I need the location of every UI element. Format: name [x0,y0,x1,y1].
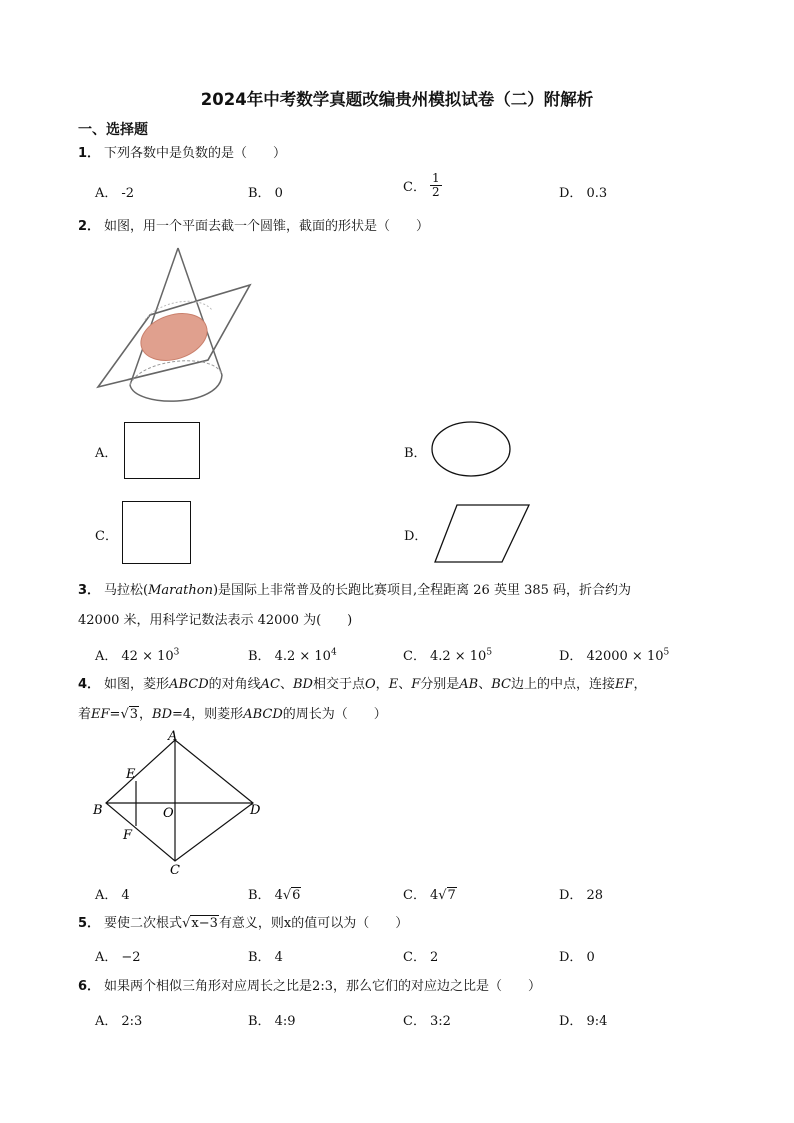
cone-section-figure [90,240,260,410]
q6-option-b[interactable]: B． 4:9 [248,1014,296,1029]
q6-option-c[interactable]: C． 3:2 [403,1014,451,1029]
q3-option-b[interactable]: B． $4.2 \times 10^4$ [248,647,337,664]
label-o: O [163,806,174,821]
ellipse-shape [430,420,514,480]
question-number: 5． [78,916,101,931]
q6-option-a[interactable]: A． 2:3 [95,1014,143,1029]
q2-option-b[interactable]: B． [404,446,427,461]
question-number: 1． [78,146,101,161]
square-shape [122,501,191,564]
question-4-line-2: 着EF=√3，BD=4，则菱形ABCD的周长为（ ） [78,707,387,722]
question-3-line-1: 3． 马拉松(Marathon)是国际上非常普及的长跑比赛项目,全程距离 26 英里 385 码，折合约为 [78,583,632,598]
question-3-line-2: 42000 米，用科学记数法表示 42000 为( ) [78,613,353,628]
parallelogram-shape [430,502,532,566]
question-number: 3． [78,583,101,598]
q4-option-b[interactable]: B． 4√6 [248,888,301,903]
q5-option-c[interactable]: C． 2 [403,950,439,965]
question-number: 2． [78,219,101,234]
question-stem: 如果两个相似三角形对应周长之比是2:3，那么它们的对应边之比是（ ） [104,979,541,994]
label-a: A [168,729,178,744]
label-b: B [93,803,103,818]
q2-option-a[interactable]: A． [95,446,118,461]
q3-option-c[interactable]: C． $4.2 \times 10^5$ [403,647,493,664]
q6-option-d[interactable]: D． 9:4 [559,1014,608,1029]
q1-option-c[interactable]: C． $\frac{1}{2}$ [403,171,440,199]
rectangle-shape [124,422,200,479]
q5-option-a[interactable]: A． −2 [95,950,141,965]
cone-base-back [130,361,222,385]
q2-option-d[interactable]: D． [404,529,428,544]
question-6 [78,977,541,997]
q4-option-a[interactable]: A． 4 [95,888,130,903]
page-title: 2024年中考数学真题改编贵州模拟试卷（二）附解析 [200,90,594,109]
question-4-line-1: 4． 如图，菱形ABCD的对角线AC、BD相交于点O，E、F分别是AB、BC边上的中点，连接EF， [78,677,647,692]
label-e: E [126,767,136,782]
label-d: D [250,803,261,818]
question-number: 6． [78,979,101,994]
q1-option-b[interactable]: B． 0 [248,186,283,201]
question-stem: 如图，用一个平面去截一个圆锥，截面的形状是（ ） [104,219,430,234]
question-2 [78,217,429,237]
question-5: 5． 要使二次根式√x−3有意义，则x的值可以为（ ） [78,916,409,931]
q1-option-d[interactable]: D． 0.3 [559,186,608,201]
q4-option-c[interactable]: C． 4√7 [403,888,456,903]
q4-option-d[interactable]: D． 28 [559,888,603,903]
q1-option-a[interactable]: A． -2 [95,186,135,201]
label-f: F [123,828,133,843]
question-stem: 下列各数中是负数的是（ ） [104,146,287,161]
label-c: C [170,863,180,878]
q3-option-a[interactable]: A． $42 \times 10^3$ [95,647,180,664]
cone-base-front [130,375,222,401]
q3-option-d[interactable]: D． $42000 \times 10^5$ [559,647,670,664]
section-heading: 一、选择题 [78,122,148,138]
q5-option-d[interactable]: D． 0 [559,950,595,965]
q5-option-b[interactable]: B． 4 [248,950,283,965]
question-number: 4． [78,677,101,692]
rhombus-figure [88,728,273,878]
q2-option-c[interactable]: C． [95,529,118,544]
fraction: $\frac{1}{2}$ [431,171,440,199]
question-1 [78,144,286,164]
